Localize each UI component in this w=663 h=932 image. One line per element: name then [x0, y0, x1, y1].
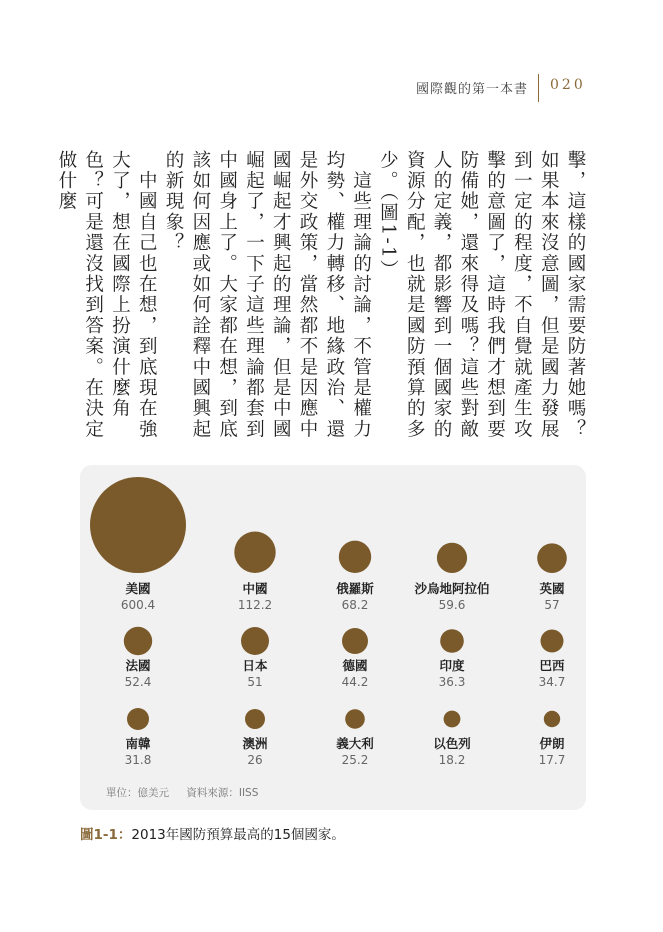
bubble — [544, 711, 560, 727]
bubble — [245, 709, 265, 729]
figure-caption — [80, 823, 345, 843]
bubble — [339, 541, 371, 573]
bubble — [342, 628, 368, 654]
value-label: 59.6 — [438, 598, 466, 612]
bubble-chart — [80, 465, 586, 810]
page-number: 020 — [550, 77, 586, 93]
country-label: 中國 — [242, 581, 268, 596]
paragraph: 這些理論的討論，不管是權力均勢、權力轉移、地緣政治、還是外交政策，當然都不是因應中國崛起才興起的理論，但是中國崛起了，一下子這些理論都套到中國身上了。大家都在想，到底該如何因應或如何詮釋中國興起的新現象？ — [163, 150, 372, 440]
paragraph: 擊，這樣的國家需要防著她嗎？如果本來沒意圖，但是國力發展到一定的程度，不自覺就產生攻擊的意圖了，這時我們才想到要防備她，還來得及嗎？這些對敵人的定義，都影響到一個國家的資源分配，也就是國防預算的多少。（圖1-1） — [377, 150, 586, 440]
book-title: 國際觀的第一本書 — [416, 82, 529, 97]
country-label: 伊朗 — [539, 736, 565, 751]
value-label: 34.7 — [538, 675, 566, 689]
value-label: 600.4 — [120, 598, 156, 612]
value-label: 17.7 — [538, 753, 566, 767]
bubble — [437, 543, 467, 573]
country-label: 印度 — [439, 658, 465, 673]
value-label: 44.2 — [341, 675, 369, 689]
country-label: 沙烏地阿拉伯 — [414, 581, 490, 596]
bubble — [440, 629, 464, 653]
paragraph: 中國自己也在想，到底現在強大了，想在國際上扮演什麼角色？可是還沒找到答案。在決定做什麼 — [55, 150, 158, 440]
figure-caption-text: 2013年國防預算最高的15個國家。 — [131, 827, 345, 843]
country-label: 南韓 — [125, 736, 151, 751]
bubble — [537, 543, 567, 573]
value-label: 52.4 — [124, 675, 152, 689]
value-label: 51 — [247, 675, 263, 689]
chart-note — [106, 785, 272, 800]
chart-unit: 單位：億美元 — [106, 787, 169, 799]
bubble — [127, 708, 149, 730]
value-label: 112.2 — [237, 598, 273, 612]
country-label: 巴西 — [539, 658, 565, 673]
value-label: 57 — [544, 598, 560, 612]
country-label: 澳洲 — [242, 736, 268, 751]
country-label: 俄羅斯 — [336, 581, 374, 596]
value-label: 18.2 — [438, 753, 466, 767]
country-label: 法國 — [125, 658, 151, 673]
chart-source: 資料來源：IISS — [186, 787, 259, 799]
bubble — [444, 711, 461, 728]
country-label: 義大利 — [336, 736, 374, 751]
running-head — [400, 74, 600, 102]
header-divider — [538, 74, 539, 102]
bubble — [541, 630, 564, 653]
bubble — [124, 627, 152, 655]
bubble — [90, 477, 186, 573]
value-label: 26 — [247, 753, 263, 767]
value-label: 36.3 — [438, 675, 466, 689]
country-label: 以色列 — [433, 736, 471, 751]
country-label: 日本 — [242, 658, 268, 673]
bubble — [234, 532, 275, 573]
country-label: 英國 — [539, 581, 565, 596]
value-label: 25.2 — [341, 753, 369, 767]
figure-label: 圖1-1： — [80, 827, 132, 843]
country-label: 德國 — [342, 658, 368, 673]
value-label: 31.8 — [124, 753, 152, 767]
value-label: 68.2 — [341, 598, 369, 612]
body-text — [55, 150, 588, 450]
country-label: 美國 — [125, 581, 151, 596]
bubble — [241, 627, 269, 655]
bubble — [345, 709, 365, 729]
bubble-chart-svg — [80, 465, 586, 785]
